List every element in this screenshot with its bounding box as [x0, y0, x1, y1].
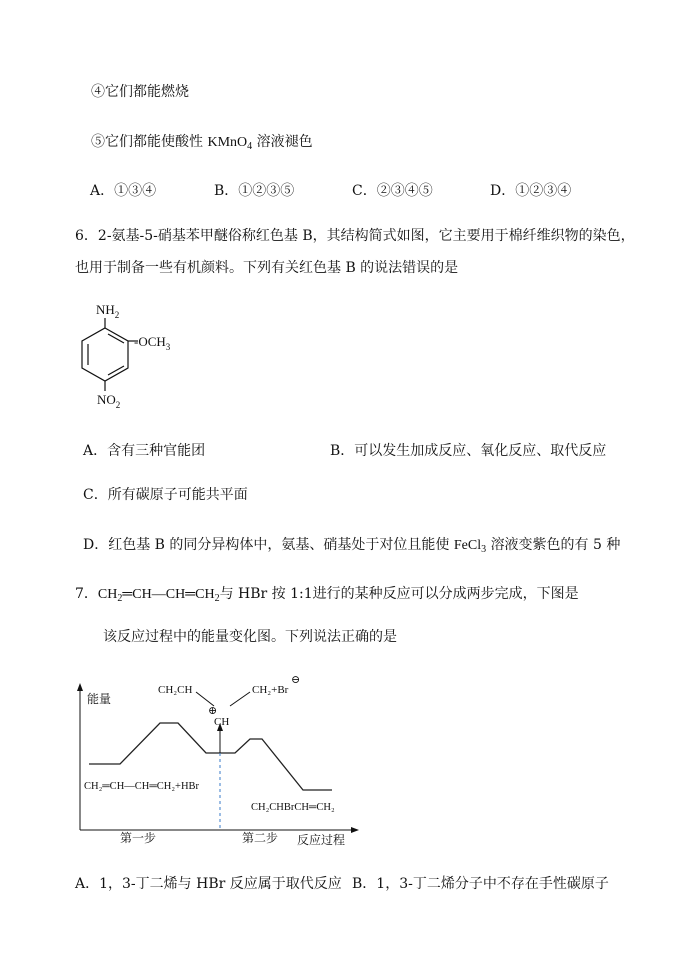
q7-option-a[interactable]: A．1，3-丁二烯与 HBr 反应属于取代反应: [75, 876, 342, 892]
q6-option-d[interactable]: [83, 535, 620, 560]
q6-stem-line2: 也用于制备一些有机颜料。下列有关红色基 B 的说法错误的是: [75, 260, 459, 276]
fecl3-sub: 3: [481, 544, 487, 555]
fecl3-main: FeCl: [453, 538, 482, 553]
statement-5-tail: 溶液褪色: [256, 134, 313, 150]
structure-diagram: [70, 298, 200, 418]
och3-label: $-OCH_3$: [134, 334, 171, 352]
intermediate-right: CH₂+Br: [252, 684, 289, 696]
q7-number: 7．: [75, 586, 98, 602]
q7-stem-line2: 该反应过程中的能量变化图。下列说法正确的是: [103, 629, 397, 645]
q6-option-a[interactable]: A．含有三种官能团: [83, 443, 206, 459]
kmno4-formula-main: KMnO: [207, 135, 248, 150]
x-axis-arrow: [351, 827, 359, 833]
butadiene-formula: [98, 587, 220, 602]
q6-option-b[interactable]: B．可以发生加成反应、氧化反应、取代反应: [330, 443, 607, 459]
x-axis-label: 反应过程: [297, 833, 346, 847]
formula-sub2: 2: [214, 593, 220, 604]
q7-stem-line1-tail: 与 HBr 按 1:1进行的某种反应可以分成两步完成，下图是: [219, 586, 579, 602]
ring-double-bond-3: [108, 366, 124, 375]
energy-diagram: [70, 675, 370, 853]
q7-stem-line1: [75, 584, 579, 609]
intermediate-plus: ⊕: [208, 705, 218, 717]
option-b-prev[interactable]: B．①②③⑤: [214, 183, 295, 199]
intermediate-left: CH₂CH: [158, 684, 193, 696]
step2-label: 第二步: [242, 831, 279, 845]
statement-5-text: ⑤它们都能使酸性: [91, 134, 203, 150]
option-c-prev[interactable]: C．②③④⑤: [352, 183, 433, 199]
no2-label: $NO_2$: [97, 392, 121, 410]
q6-stem-line1: 6．2-氨基-5-硝基苯甲醚俗称红色基 B，其结构简式如图，它主要用于棉纤维织物的染色，: [75, 228, 635, 244]
bromide-minus: ⊖: [291, 675, 301, 686]
kmno4-formula-sub: 4: [247, 141, 253, 152]
statement-5: [91, 132, 313, 157]
q7-option-b[interactable]: B．1，3-丁二烯分子中不存在手性碳原子: [352, 876, 609, 892]
y-axis-arrow: [77, 683, 83, 691]
formula-part2: ═CH—CH═CH: [122, 587, 215, 602]
benzene-ring: [82, 328, 128, 381]
q6-option-d-text: D．红色基 B 的同分异构体中，氨基、硝基处于对位且能使: [83, 537, 450, 553]
products-label: CH₂CHBrCH═CH₂: [251, 802, 335, 813]
step1-label: 第一步: [120, 831, 157, 845]
option-a-prev[interactable]: A．①③④: [90, 183, 157, 199]
reactants-label: CH₂═CH—CH═CH₂+HBr: [84, 781, 200, 792]
formula-part1: CH: [97, 587, 118, 602]
statement-4: ④它们都能燃烧: [91, 84, 189, 100]
intermediate-center: CH: [214, 716, 230, 728]
y-axis-label: 能量: [87, 692, 112, 706]
intermediate-bond-right: [230, 692, 250, 706]
energy-curve: [89, 723, 332, 790]
kmno4-formula: [207, 135, 252, 150]
q6-option-c[interactable]: C．所有碳原子可能共平面: [83, 487, 248, 503]
option-d-prev[interactable]: D．①②③④: [490, 183, 572, 199]
fecl3-formula: [454, 538, 486, 553]
ring-double-bond-2: [108, 334, 124, 343]
q6-option-d-tail: 溶液变紫色的有 5 种: [490, 537, 621, 553]
intermediate-bond-left: [196, 692, 214, 706]
nh2-label: $NH_2$: [96, 302, 120, 320]
formula-sub1: 2: [117, 593, 123, 604]
